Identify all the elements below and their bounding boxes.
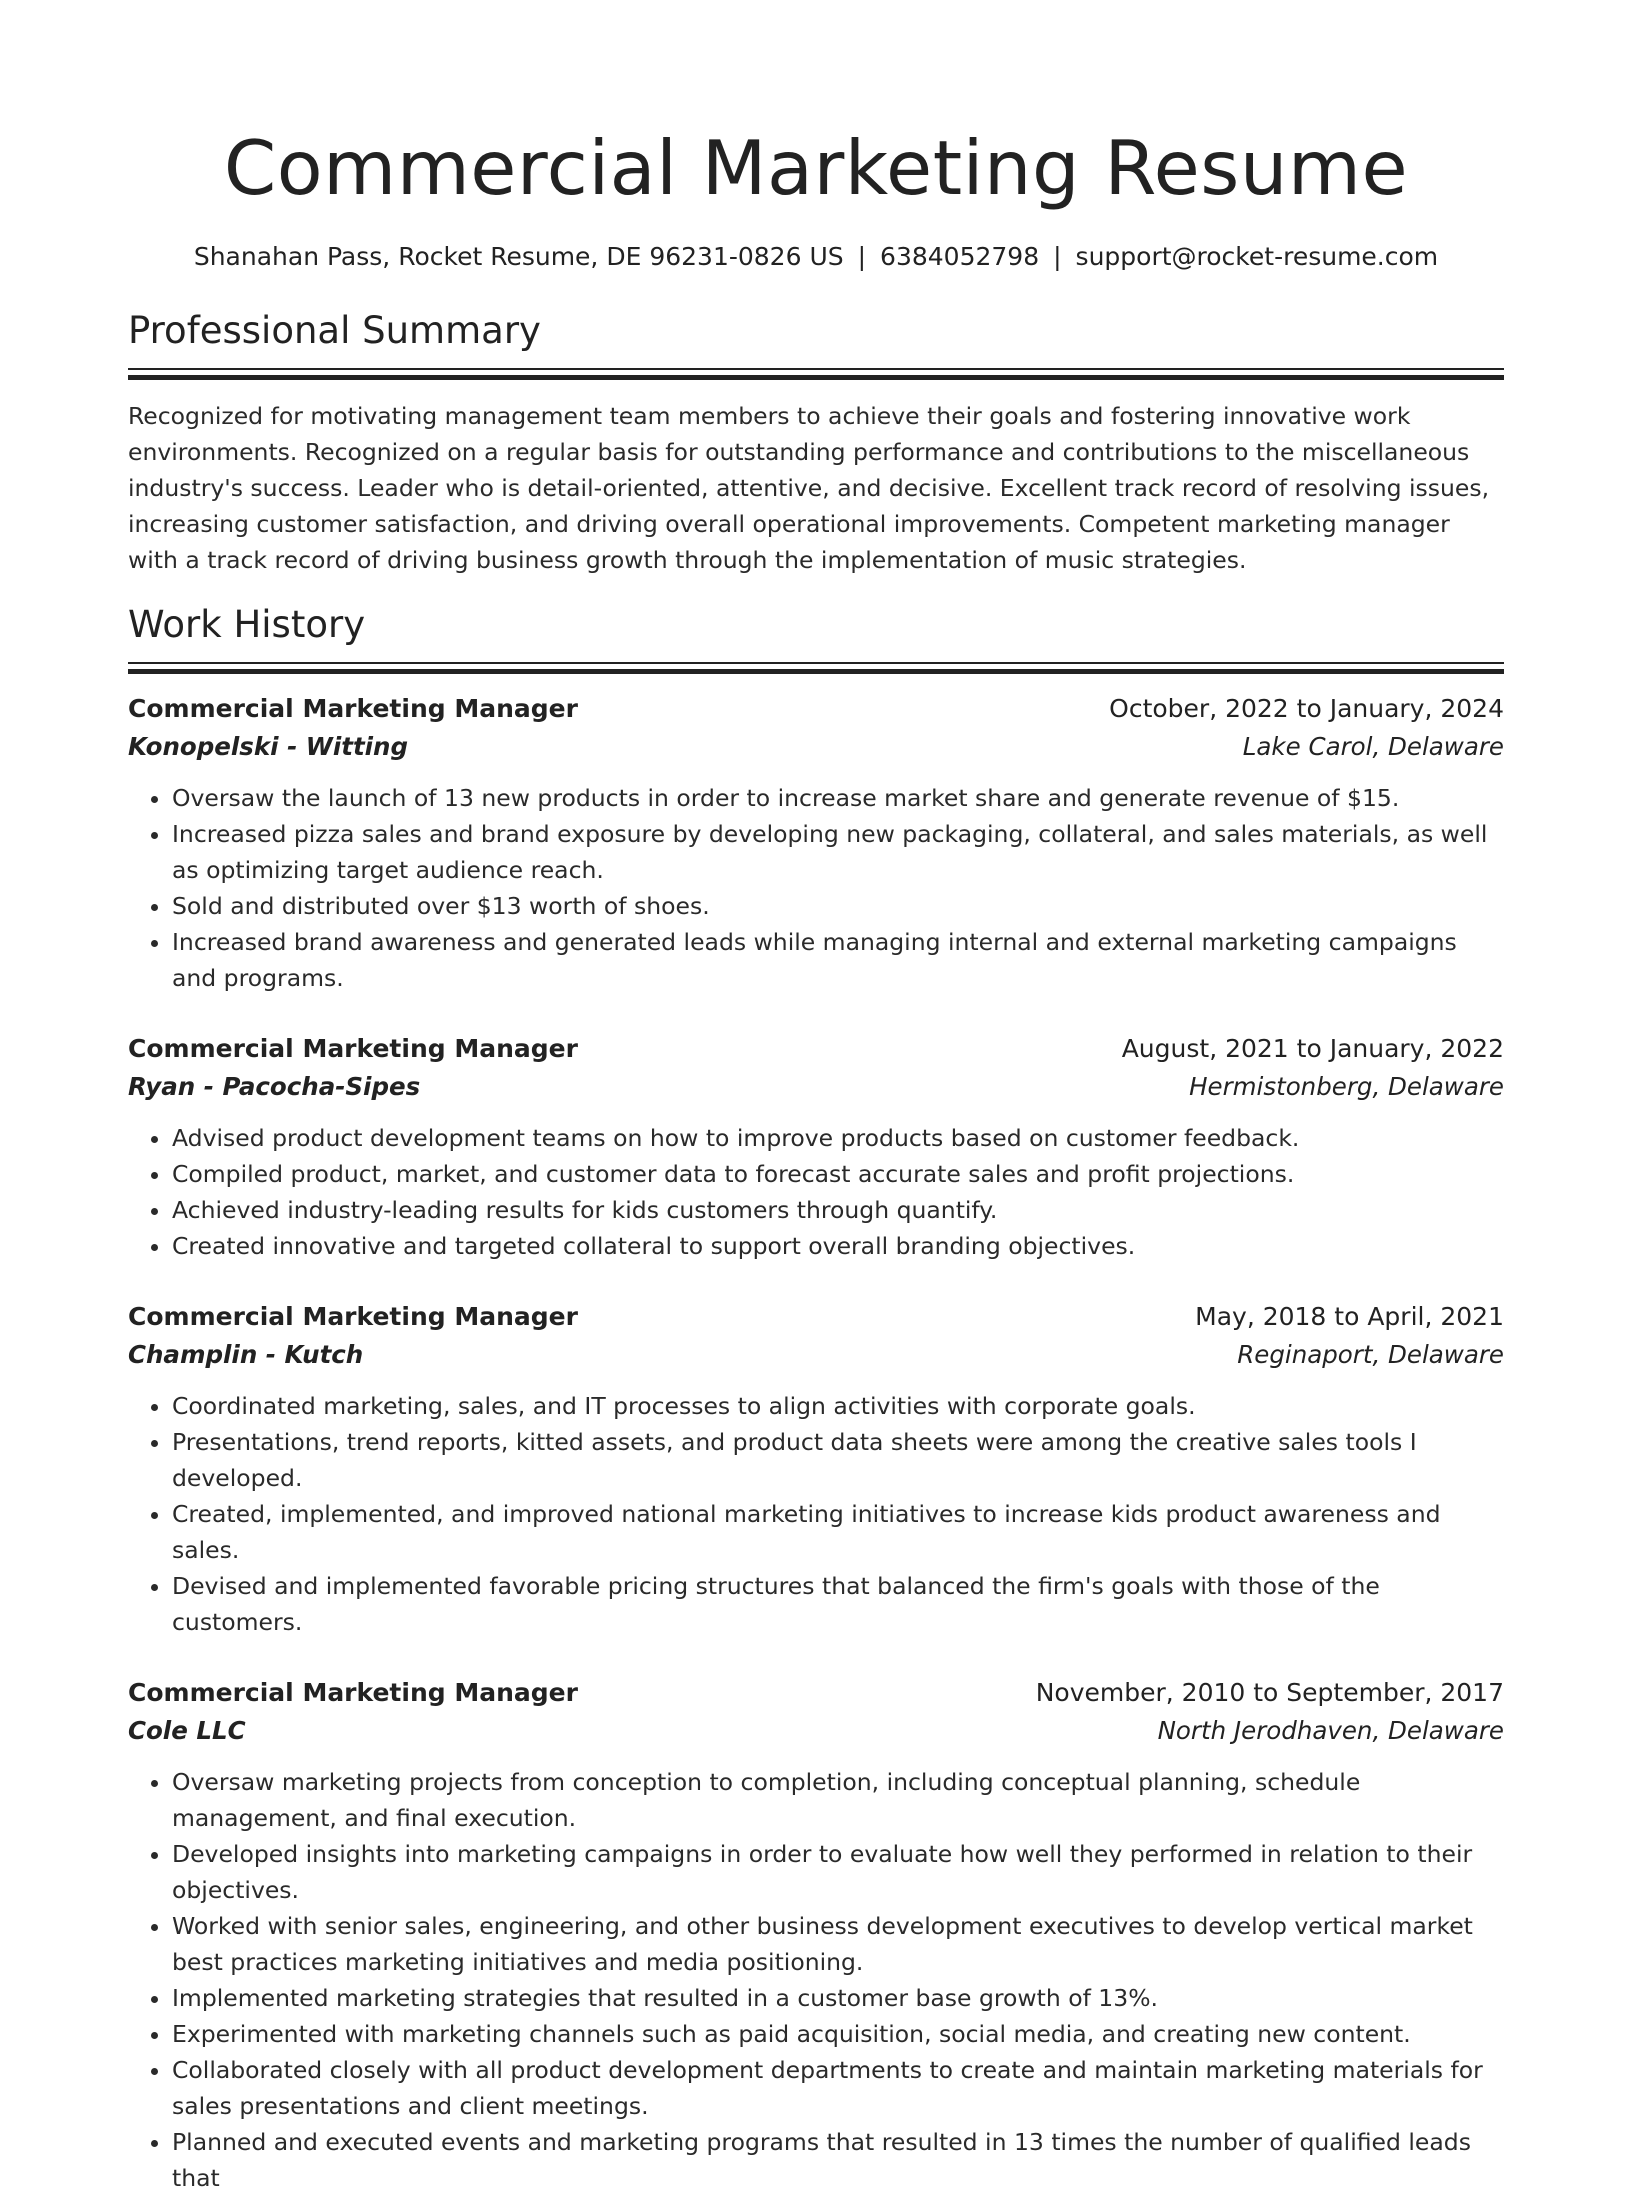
- job-bullet: • Presentations, trend reports, kitted assets, and product data sheets were among the creative sales tools I developed.: [172, 1424, 1504, 1496]
- job-location: Reginaport, Delaware: [1237, 1339, 1504, 1369]
- job-entry: [128, 1030, 1504, 1264]
- job-bullets: [128, 780, 1504, 996]
- job-bullet: • Increased pizza sales and brand exposure by developing new packaging, collateral, and sales materials, as well as optimizing target audience reach.: [172, 816, 1504, 888]
- job-bullet: • Compiled product, market, and customer data to forecast accurate sales and profit projections.: [172, 1156, 1504, 1192]
- job-company: Champlin - Kutch: [128, 1339, 364, 1369]
- job-title: Commercial Marketing Manager: [128, 693, 578, 723]
- job-title: Commercial Marketing Manager: [128, 1033, 578, 1063]
- resume-title: Commercial Marketing Resume: [223, 124, 1409, 212]
- job-bullet: • Planned and executed events and marketing programs that resulted in 13 times the number of qualified leads that: [172, 2124, 1504, 2196]
- contact-phone: 6384052798: [880, 242, 1040, 271]
- job-bullets: [128, 1388, 1504, 1640]
- section-divider: [128, 662, 1504, 664]
- job-entry: [128, 1674, 1504, 2196]
- contact-address: Shanahan Pass, Rocket Resume, DE 96231-0826 US: [193, 242, 844, 271]
- job-entry: [128, 1298, 1504, 1640]
- job-bullet: • Sold and distributed over $13 worth of shoes.: [172, 888, 1504, 924]
- job-bullets: [128, 1764, 1504, 2196]
- contact-email[interactable]: support@rocket-resume.com: [1075, 242, 1439, 271]
- job-bullet: • Advised product development teams on how to improve products based on customer feedback.: [172, 1120, 1504, 1156]
- job-dates: October, 2022 to January, 2024: [1109, 693, 1504, 723]
- job-bullet: • Experimented with marketing channels such as paid acquisition, social media, and creating new content.: [172, 2016, 1504, 2052]
- job-bullet: • Coordinated marketing, sales, and IT processes to align activities with corporate goals.: [172, 1388, 1504, 1424]
- work-history-section: [128, 602, 1504, 2196]
- job-dates: May, 2018 to April, 2021: [1195, 1301, 1504, 1331]
- job-bullet: • Created, implemented, and improved national marketing initiatives to increase kids product awareness and sales.: [172, 1496, 1504, 1568]
- job-bullet: • Oversaw the launch of 13 new products in order to increase market share and generate revenue of $15.: [172, 780, 1504, 816]
- job-bullet: • Implemented marketing strategies that resulted in a customer base growth of 13%.: [172, 1980, 1504, 2016]
- job-bullet: • Devised and implemented favorable pricing structures that balanced the firm's goals with those of the customers.: [172, 1568, 1504, 1640]
- section-divider: [128, 368, 1504, 370]
- contact-info: [128, 240, 1504, 274]
- section-heading-summary: Professional Summary: [128, 309, 541, 352]
- job-dates: August, 2021 to January, 2022: [1121, 1033, 1504, 1063]
- job-dates: November, 2010 to September, 2017: [1035, 1677, 1504, 1707]
- job-location: Hermistonberg, Delaware: [1189, 1071, 1504, 1101]
- contact-separator: |: [1053, 242, 1062, 271]
- contact-separator: |: [857, 242, 867, 271]
- job-entry: [128, 690, 1504, 996]
- section-divider-thick: [128, 669, 1504, 674]
- summary-paragraph: Recognized for motivating management team members to achieve their goals and fostering innovative work environments. Recognized on a regular basis for outstanding performance and contributions to the miscellaneous industry's success. Leader who is detail-oriented, attentive, and decisive. Excellent track record of resolving issues, increasing customer satisfaction, and driving overall operational improvements. Competent marketing manager with a track record of driving business growth through the implementation of music strategies.: [128, 402, 1490, 574]
- job-company: Ryan - Pacocha-Sipes: [128, 1071, 421, 1101]
- job-bullet: • Increased brand awareness and generated leads while managing internal and external marketing campaigns and programs.: [172, 924, 1504, 996]
- professional-summary-section: [128, 308, 1504, 578]
- job-bullet: • Oversaw marketing projects from conception to completion, including conceptual planning, schedule management, and final execution.: [172, 1764, 1504, 1836]
- job-bullet: • Developed insights into marketing campaigns in order to evaluate how well they performed in relation to their objectives.: [172, 1836, 1504, 1908]
- job-company: Cole LLC: [128, 1715, 246, 1745]
- job-bullets: [128, 1120, 1504, 1264]
- job-bullet: • Worked with senior sales, engineering, and other business development executives to develop vertical market best practices marketing initiatives and media positioning.: [172, 1908, 1504, 1980]
- job-list: [128, 690, 1504, 2196]
- job-title: Commercial Marketing Manager: [128, 1677, 578, 1707]
- job-bullet: • Created innovative and targeted collateral to support overall branding objectives.: [172, 1228, 1504, 1264]
- job-location: North Jerodhaven, Delaware: [1157, 1715, 1504, 1745]
- job-bullet: • Achieved industry-leading results for kids customers through quantify.: [172, 1192, 1504, 1228]
- section-heading-work-history: Work History: [128, 602, 366, 646]
- section-divider-thick: [128, 375, 1504, 380]
- job-company: Konopelski - Witting: [128, 731, 409, 761]
- job-bullet: • Collaborated closely with all product development departments to create and maintain marketing materials for sales presentations and client meetings.: [172, 2052, 1504, 2124]
- job-title: Commercial Marketing Manager: [128, 1301, 578, 1331]
- job-location: Lake Carol, Delaware: [1242, 731, 1504, 761]
